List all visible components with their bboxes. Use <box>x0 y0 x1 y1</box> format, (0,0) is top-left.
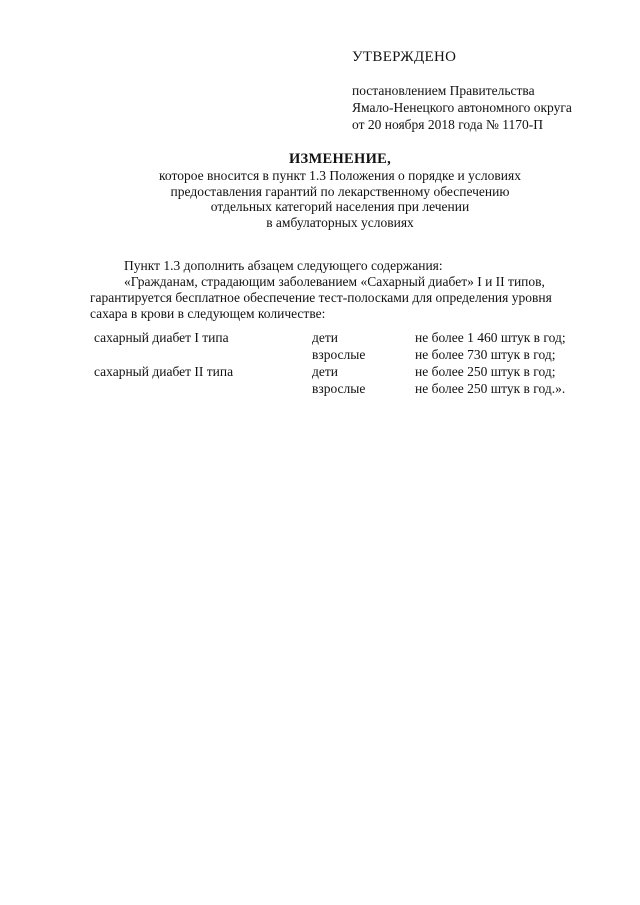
disease-cell: сахарный диабет II типа <box>94 364 234 379</box>
amount-cell: не более 250 штук в год.». <box>415 381 566 396</box>
heading-line: отдельных категорий населения при лечении <box>210 199 470 214</box>
disease-cell: сахарный диабет I типа <box>94 330 229 345</box>
table-row <box>90 380 610 397</box>
approval-line: Ямало-Ненецкого автономного округа <box>352 100 572 115</box>
intro-paragraph: Пункт 1.3 дополнить абзацем следующего содержания: <box>124 258 443 273</box>
heading-line: которое вносится в пункт 1.3 Положения о порядке и условиях <box>159 168 521 183</box>
quote-line: гарантируется бесплатное обеспечение тест-полосками для определения уровня <box>90 290 552 305</box>
approval-line: постановлением Правительства <box>352 83 535 98</box>
group-cell: дети <box>312 330 338 345</box>
quote-first-line: «Гражданам, страдающим заболеванием «Сахарный диабет» I и II типов, <box>124 274 545 289</box>
document-heading <box>90 150 590 230</box>
amount-cell: не более 250 штук в год; <box>415 364 556 379</box>
heading-title: ИЗМЕНЕНИЕ, <box>288 151 392 167</box>
heading-line: в амбулаторных условиях <box>266 214 414 230</box>
quote-line: сахара в крови в следующем количестве: <box>90 306 326 321</box>
table-row <box>90 346 610 363</box>
heading-line: предоставления гарантий по лекарственному обеспечению <box>170 183 510 199</box>
approval-stamp <box>352 48 622 133</box>
approval-line: от 20 ноября 2018 года № 1170-П <box>352 117 544 132</box>
approval-title: УТВЕРЖДЕНО <box>352 49 457 65</box>
group-cell: взрослые <box>312 381 366 396</box>
amount-cell: не более 1 460 штук в год; <box>415 330 566 345</box>
group-cell: дети <box>312 364 338 379</box>
table-row <box>90 363 610 380</box>
quantity-table <box>90 329 610 397</box>
table-row <box>90 329 610 346</box>
group-cell: взрослые <box>312 347 366 362</box>
amount-cell: не более 730 штук в год; <box>415 347 556 362</box>
document-body <box>90 258 600 322</box>
